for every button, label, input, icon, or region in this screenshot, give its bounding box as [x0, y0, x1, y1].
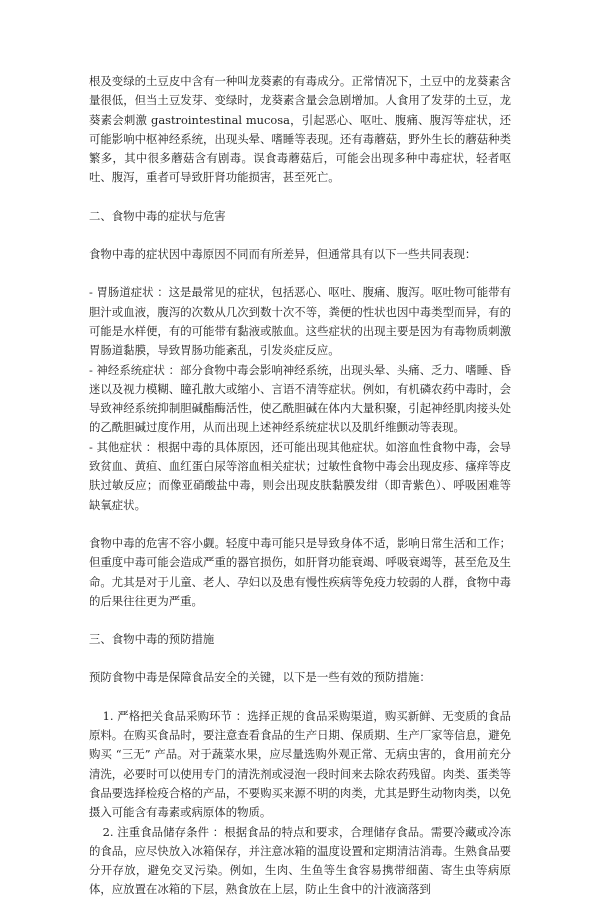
bullet-gastrointestinal: - 胃肠道症状 ：这是最常见的症状，包括恶心、呕吐、腹痛、腹泻。呕吐物可能带有胆汁或血液，腹泻的次数从几次到数十次不等，粪便的性状也因中毒类型而异，有的可能是水样便，有的可能带有黏液或脓血。这些症状的出现主要是因为有毒物质刺激胃肠道黏膜，导致胃肠功能紊乱，引发炎症反应。 [89, 285, 511, 358]
paragraph-prevention-intro: 预防食物中毒是保障食品安全的关键，以下是一些有效的预防措施： [89, 670, 431, 685]
paragraph-intro: 根及变绿的土豆皮中含有一种叫龙葵素的有毒成分。正常情况下，土豆中的龙葵素含量很低，但当土豆发芽、变绿时，龙葵素含量会急剧增加。人食用了发芽的土豆，龙葵素会刺激 gastrointestinal mucosa，引起恶心、呕吐、腹痛、腹泻等症状，还可能影响中枢神经系统，出现头晕、嗜睡等表现。还有毒蘑菇，野外生长的蘑菇种类繁多，其中很多蘑菇含有剧毒。误食毒蘑菇后，可能会出现多种中毒症状，轻者呕吐、腹泻，重者可导致肝肾功能损害，甚至死亡。 [89, 74, 511, 185]
section-heading-prevention: 三、食物中毒的预防措施 [89, 632, 215, 647]
numbered-item-procurement: 1. 严格把关食品采购环节 ：选择正规的食品采购渠道，购买新鲜、无变质的食品原料。在购买食品时，要注意查看食品的生产日期、保质期、生产厂家等信息，避免购买 “三无” 产品。对于蔬菜水果，应尽量选购外观正常、无病虫害的，食用前充分清洗，必要时可以使用专门的清洗剂或浸泡一段时间来去除农药残留。肉类、蛋类等食品要选择检疫合格的产品，不要购买来源不明的肉类，尤其是野生动物肉类，以免摄入可能含有毒素或病原体的物质。 [89, 708, 511, 820]
bullet-other-symptoms: - 其他症状 ：根据中毒的具体原因，还可能出现其他症状。如溶血性食物中毒，会导致贫血、黄疸、血红蛋白尿等溶血相关症状；过敏性食物中毒会出现皮疹、瘙痒等皮肤过敏反应；而像亚硝酸盐中毒，则会出现皮肤黏膜发绀（即青紫色）、呼吸困难等缺氧症状。 [89, 439, 511, 512]
numbered-item-storage: 2. 注重食品储存条件 ：根据食品的特点和要求，合理储存食品。需要冷藏或冷冻的食品，应尽快放入冰箱保存，并注意冰箱的温度设置和定期清洁消毒。生熟食品要分开存放，避免交叉污染。例如，生肉、生鱼等生食容易携带细菌、寄生虫等病原体，应放置在冰箱的下层，熟食放在上层，防止生食中的汁液滴落到 [89, 824, 511, 897]
paragraph-symptoms-intro: 食物中毒的症状因中毒原因不同而有所差异，但通常具有以下一些共同表现： [89, 247, 477, 262]
section-heading-symptoms: 二、食物中毒的症状与危害 [89, 208, 226, 223]
paragraph-harm: 食物中毒的危害不容小觑。轻度中毒可能只是导致身体不适，影响日常生活和工作；但重度中毒可能会造成严重的器官损伤，如肝肾功能衰竭、呼吸衰竭等，甚至危及生命。尤其是对于儿童、老人、孕妇以及患有慢性疾病等免疫力较弱的人群，食物中毒的后果往往更为严重。 [89, 535, 511, 608]
bullet-neurological: - 神经系统症状 ：部分食物中毒会影响神经系统，出现头晕、头痛、乏力、嗜睡、昏迷以及视力模糊、瞳孔散大或缩小、言语不清等症状。例如，有机磷农药中毒时，会导致神经系统抑制胆碱酯酶活性，使乙酰胆碱在体内大量积聚，引起神经肌肉接头处的乙酰胆碱过度作用，从而出现上述神经系统症状以及肌纤维颤动等表现。 [89, 362, 511, 435]
